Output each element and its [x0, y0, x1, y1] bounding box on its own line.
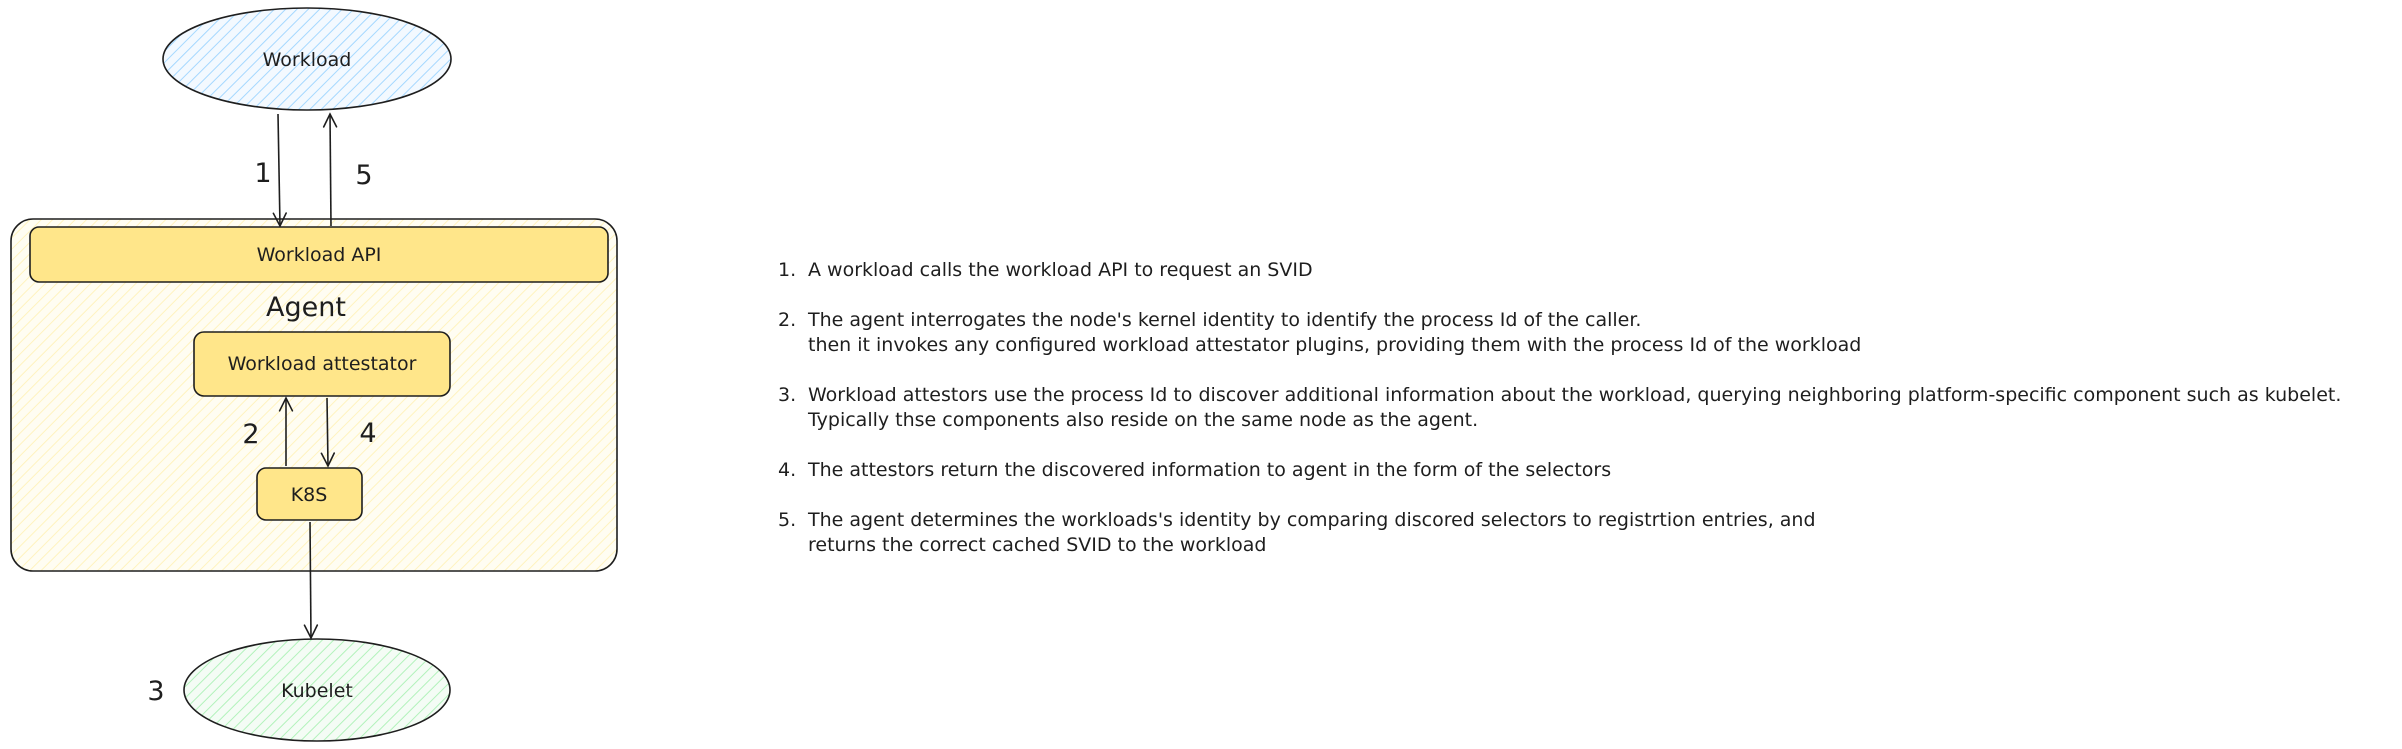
- workload-attestator-label: Workload attestator: [227, 353, 417, 375]
- arrow-label-2: 2: [242, 419, 260, 450]
- step-text: Typically thse components also reside on the same node as the agent.: [808, 409, 1479, 431]
- step-item: [778, 383, 2388, 433]
- arrow-label-3: 3: [147, 676, 165, 707]
- arrow-label-5: 5: [355, 160, 373, 191]
- step-item: [778, 508, 2388, 558]
- step-number: 3.: [778, 384, 797, 406]
- workload-label: Workload: [262, 49, 352, 71]
- k8s-label: K8S: [290, 484, 328, 506]
- step-text: Workload attestors use the process Id to discover additional information about the workload, querying neighboring platform-specific component such as kubelet.: [808, 384, 2342, 406]
- step-number: 2.: [778, 309, 797, 331]
- workload-api-node: [30, 227, 608, 282]
- step-item: [778, 258, 2388, 283]
- step-number: 5.: [778, 509, 797, 531]
- workload-attestator-node: [194, 332, 450, 396]
- step-item: [778, 308, 2388, 358]
- arrow-label-1: 1: [254, 158, 272, 189]
- step-number: 1.: [778, 259, 797, 281]
- workload-api-label: Workload API: [256, 244, 382, 266]
- step-text: A workload calls the workload API to request an SVID: [808, 259, 1313, 281]
- k8s-node: [257, 468, 362, 520]
- step-item: [778, 458, 2388, 483]
- kubelet-label: Kubelet: [281, 680, 353, 702]
- step-text: The attestors return the discovered information to agent in the form of the selectors: [808, 459, 1612, 481]
- workload-node: [163, 8, 451, 110]
- agent-title: Agent: [266, 292, 346, 323]
- arrow-4-attestator-to-k8s: [327, 398, 328, 466]
- arrow-1-workload-to-api: [278, 114, 280, 226]
- arrow-k8s-to-kubelet: [310, 522, 311, 638]
- steps-list: [778, 258, 2388, 583]
- step-text: returns the correct cached SVID to the workload: [808, 534, 1267, 556]
- arrow-5-api-to-workload: [330, 114, 331, 226]
- step-text: The agent determines the workloads's identity by comparing discored selectors to registrtion entries, and: [808, 509, 1816, 531]
- arrow-label-4: 4: [359, 418, 377, 449]
- step-text: The agent interrogates the node's kernel identity to identify the process Id of the caller.: [808, 309, 1642, 331]
- kubelet-node: [184, 639, 450, 741]
- step-text: then it invokes any configured workload attestator plugins, providing them with the process Id of the workload: [808, 334, 1862, 356]
- step-number: 4.: [778, 459, 797, 481]
